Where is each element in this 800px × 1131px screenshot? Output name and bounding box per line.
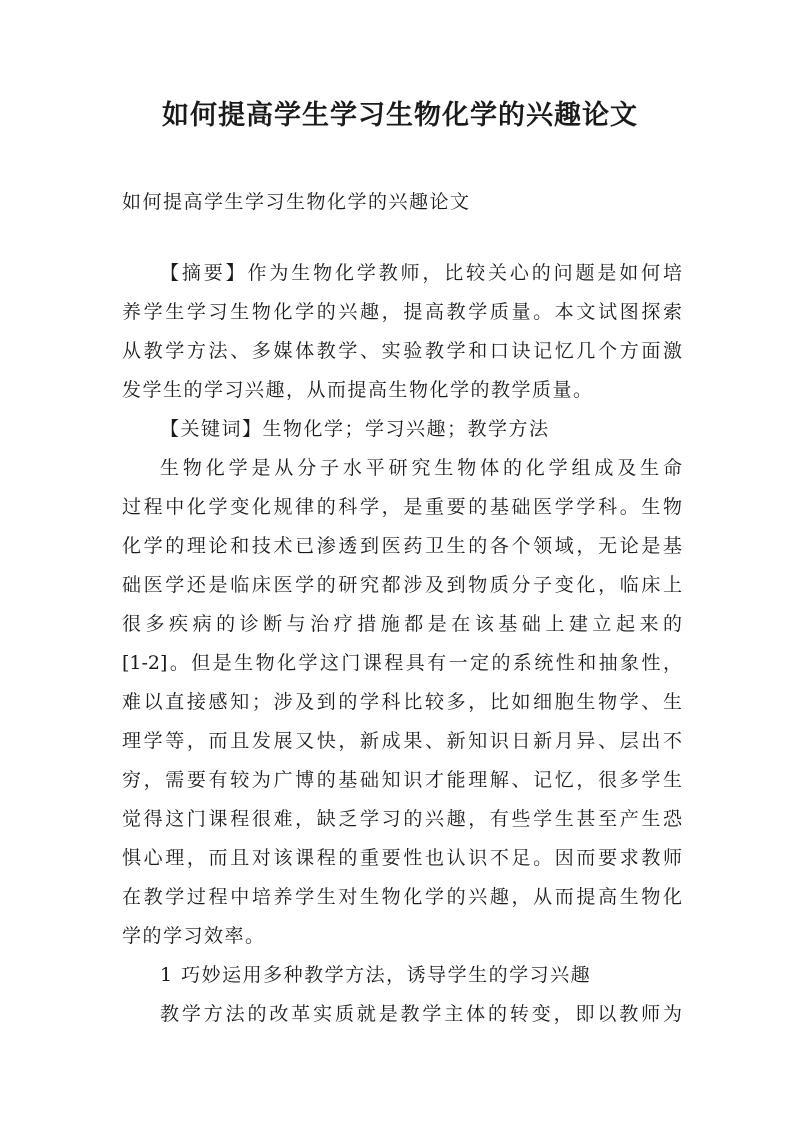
body-line: 在教学过程中培养学生对生物化学的兴趣，从而提高生物化 [122,886,682,908]
body-line: 化学的理论和技术已渗透到医药卫生的各个领域，无论是基 [122,535,682,557]
abstract-line: 发学生的学习兴趣，从而提高生物化学的教学质量。 [122,379,594,401]
body-line: 惧心理，而且对该课程的重要性也认识不足。因而要求教师 [122,847,682,869]
abstract-line: 【摘要】作为生物化学教师，比较关心的问题是如何培 [160,262,682,284]
body-line: 难以直接感知；涉及到的学科比较多，比如细胞生物学、生 [122,691,682,713]
body-line: 教学方法的改革实质就是教学主体的转变，即以教师为 [160,1003,682,1025]
abstract-line: 从教学方法、多媒体教学、实验教学和口诀记忆几个方面激 [122,340,682,362]
body-line: 学的学习效率。 [122,925,266,947]
document-title: 如何提高学生学习生物化学的兴趣论文 [162,100,638,131]
body-line: 理学等，而且发展又快，新成果、新知识日新月异、层出不 [122,730,682,752]
body-line: 生物化学是从分子水平研究生物体的化学组成及生命 [160,457,682,479]
body-line: 很多疾病的诊断与治疗措施都是在该基础上建立起来的 [122,613,682,635]
abstract-line: 养学生学习生物化学的兴趣，提高教学质量。本文试图探索 [122,301,682,323]
body-line: 过程中化学变化规律的科学，是重要的基础医学学科。生物 [122,496,682,518]
body-line: 觉得这门课程很难，缺乏学习的兴趣，有些学生甚至产生恐 [122,808,682,830]
keywords-line: 【关键词】生物化学；学习兴趣；教学方法 [160,418,550,440]
body-line: 穷，需要有较为广博的基础知识才能理解、记忆，很多学生 [122,769,682,791]
body-line: 础医学还是临床医学的研究都涉及到物质分子变化，临床上 [122,574,682,596]
body-line: [1-2]。但是生物化学这门课程具有一定的系统性和抽象性， [122,652,682,674]
document-subtitle: 如何提高学生学习生物化学的兴趣论文 [122,191,471,213]
section-heading: 1 巧妙运用多种教学方法，诱导学生的学习兴趣 [160,964,592,986]
